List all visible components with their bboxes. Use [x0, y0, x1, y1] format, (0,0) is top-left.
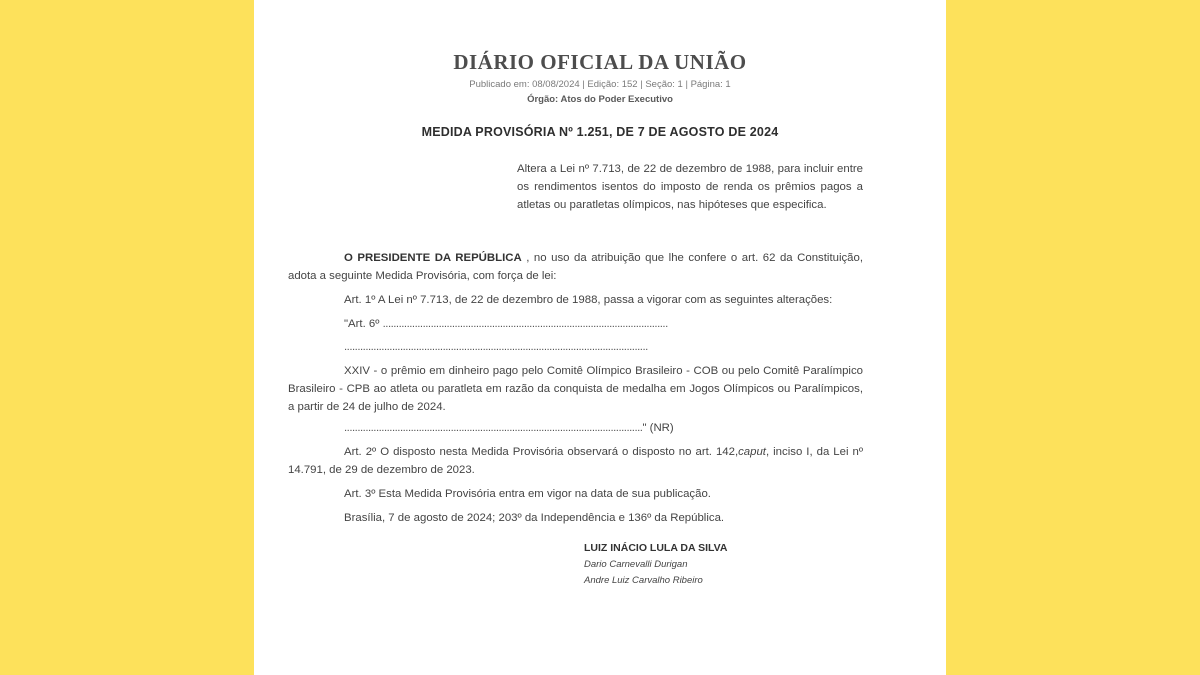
article-2-text-a: Art. 2º O disposto nesta Medida Provisória observará o disposto no art. 142, — [344, 446, 739, 458]
dots-line-2: .................................................................................................................. — [344, 341, 648, 353]
closing-line: Brasília, 7 de agosto de 2024; 203º da Independência e 136º da República. — [344, 512, 725, 524]
ementa: Altera a Lei nº 7.713, de 22 de dezembro de 1988, para incluir entre os rendimentos isentos do imposto de renda os prêmios pagos a atletas ou paratletas olímpicos, nas hipóteses que especifica. — [517, 163, 863, 211]
minister-signature-1: Dario Carnevalli Durigan — [584, 559, 688, 570]
article-2-caput: caput — [738, 446, 766, 458]
organ-label: Órgão: Atos do Poder Executivo — [527, 94, 673, 105]
article-2 — [288, 443, 863, 479]
publication-meta: Publicado em: 08/08/2024 | Edição: 152 | Seção: 1 | Página: 1 — [469, 79, 731, 90]
nr-label: " (NR) — [642, 422, 674, 434]
preamble-bold: O PRESIDENTE DA REPÚBLICA — [344, 252, 522, 264]
article-6-line — [344, 315, 863, 333]
dots-line-3: ................................................................................................................ — [344, 422, 643, 434]
article-1: Art. 1º A Lei nº 7.713, de 22 de dezembro de 1988, passa a vigorar com as seguintes alterações: — [344, 294, 833, 306]
nr-line — [344, 419, 863, 437]
inciso-xxiv: XXIV - o prêmio em dinheiro pago pelo Comitê Olímpico Brasileiro - COB ou pelo Comitê Paralímpico Brasileiro - CPB ao atleta ou paratleta em razão da conquista de medalha em Jogos Olímpicos ou Paralímpicos, a partir de 24 de julho de 2024. — [288, 365, 863, 413]
preamble — [288, 249, 863, 285]
article-3: Art. 3º Esta Medida Provisória entra em vigor na data de sua publicação. — [344, 488, 711, 500]
minister-signature-2: Andre Luiz Carvalho Ribeiro — [584, 575, 703, 586]
document-title: MEDIDA PROVISÓRIA Nº 1.251, DE 7 DE AGOSTO DE 2024 — [421, 125, 779, 139]
preamble-text: , no uso da atribuição que lhe confere o art. 62 da Constituição, adota a seguinte Medida Provisória, com força de lei: — [288, 252, 864, 282]
president-signature: LUIZ INÁCIO LULA DA SILVA — [584, 542, 728, 554]
page-title: DIÁRIO OFICIAL DA UNIÃO — [453, 50, 747, 74]
dots-line-2-row — [344, 338, 863, 356]
dots-line-1: ........................................................................................................... — [382, 318, 668, 330]
article-2-text-b: , inciso I, da Lei nº 14.791, de 29 de dezembro de 2023. — [288, 446, 863, 476]
document-page — [254, 0, 946, 675]
article-6-label: "Art. 6º — [344, 318, 380, 330]
